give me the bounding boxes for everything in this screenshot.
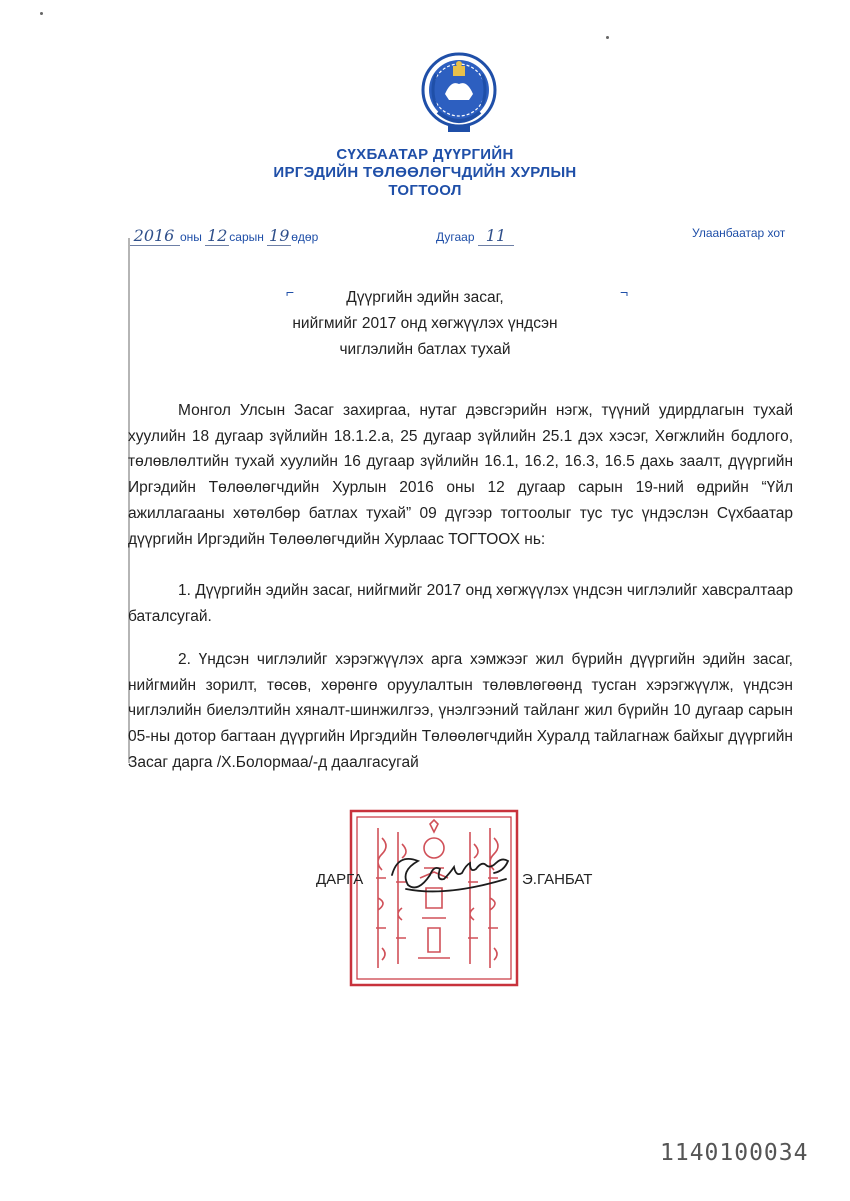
subject-line-2: нийгмийг 2017 онд хөгжүүлэх үндсэн (292, 315, 558, 332)
scan-dot (40, 12, 43, 15)
date-year-suffix: оны (180, 230, 202, 244)
signatory-title: ДАРГА (316, 871, 364, 888)
date-month-suffix: сарын (229, 230, 264, 244)
date-year: 2016 (128, 226, 180, 246)
subject-close-mark: ¬ (620, 284, 629, 300)
header-line-1: СҮХБААТАР ДҮҮРГИЙН (336, 146, 514, 163)
scan-dot (606, 36, 609, 39)
state-emblem-icon (418, 50, 500, 136)
resolution-item-1: 1. Дүүргийн эдийн засаг, нийгмийг 2017 онд хөгжүүлэх үндсэн чиглэлийг хавсралтаар баталсугай. (128, 582, 793, 625)
resolution-item-2: 2. Үндсэн чиглэлийг хэрэгжүүлэх арга хэмжээг жил бүрийн дүүргийн эдийн засаг, нийгмийн зорилт, төсөв, хөрөнгө оруулалтын төлөвлөгөөнд тусган хэрэгжүүлж, үндсэн чиглэлийн биелэлтийн хяналт-шинжилгээ, үнэлгээний тайланг жил бүрийн 10 дугаар сарын 05-ны дотор багтаан дүүргийн Иргэдийн Төлөөлөгчдийн Хуралд тайлагнаж байхыг дүүргийн Засаг дарга /Х.Болормаа/-д даалгасугай (128, 651, 793, 771)
number-label: Дугаар (436, 230, 475, 244)
date-field (128, 226, 318, 246)
signatory-name: Э.ГАНБАТ (522, 871, 593, 888)
subject-line-3: чиглэлийн батлах тухай (339, 341, 511, 358)
date-day: 19 (269, 226, 290, 245)
header-line-2: ИРГЭДИЙН ТӨЛӨӨЛӨГЧДИЙН ХУРЛЫН (273, 164, 577, 181)
date-day-suffix: өдөр (291, 230, 319, 244)
number-field (436, 226, 514, 246)
subject-line-1: Дүүргийн эдийн засаг, (346, 289, 504, 306)
document-number-handwritten: 11 (478, 226, 514, 246)
preamble-paragraph: Монгол Улсын Засаг захиргаа, нутаг дэвсгэрийн нэгж, түүний удирдлагын тухай хуулийн 18 дугаар зүйлийн 18.1.2.а, 25 дугаар зүйлийн 25.1 дэх хэсэг, Хөгжлийн бодлого, төлөвлөлтийн тухай хуулийн 16 дугаар зүйлийн 16.1, 16.2, 16.3, 16.5 дахь заалт, дүүргийн Иргэдийн Төлөөлөгчдийн Хурлын 2016 оны 12 дугаар сарын 19-ний өдрийн “Үйл ажиллагааны хөтөлбөр батлах тухай” 09 дүгээр тогтоолыг тус тус үндэслэн Сүхбаатар дүүргийн Иргэдийн Төлөөлөгчдийн Хурлаас ТОГТООХ нь: (128, 402, 793, 548)
document-serial-number: 1140100034 (660, 1140, 809, 1166)
city: Улаанбаатар хот (692, 226, 786, 240)
header-line-3: ТОГТООЛ (388, 182, 462, 199)
handwritten-signature-icon (386, 845, 521, 905)
date-month: 12 (207, 226, 228, 245)
subject-open-mark: ⌐ (286, 284, 295, 300)
